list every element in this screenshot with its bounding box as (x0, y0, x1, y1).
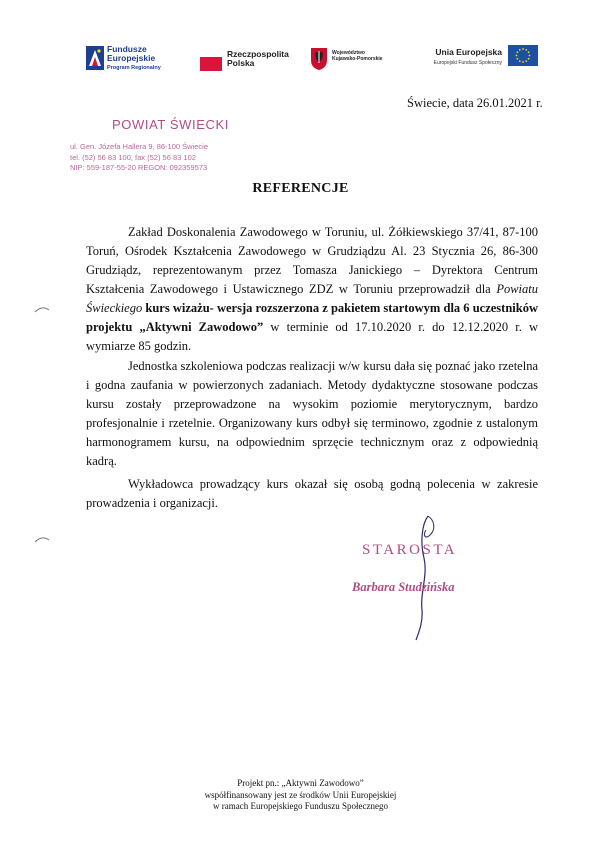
stamp-name: POWIAT ŚWIECKI (112, 117, 229, 132)
header-logos (86, 44, 538, 74)
rzeczpospolita-polska-logo (200, 44, 310, 74)
wk-line1: Województwo (332, 50, 365, 56)
fe-sub: Program Regionalny (107, 65, 161, 71)
wojewodztwo-text (332, 50, 383, 62)
ue-line1: Unia Europejska (435, 47, 502, 57)
wojewodztwo-logo (310, 44, 420, 74)
signature-title: STAROSTA (362, 542, 458, 558)
fundusze-europejskie-text (107, 45, 161, 73)
unia-europejska-text (424, 48, 502, 68)
footer-line-3: w ramach Europejskiego Funduszu Społecznego (213, 801, 388, 811)
handwritten-signature (398, 514, 446, 642)
scan-mark-icon (34, 305, 50, 313)
rp-line1: Rzeczpospolita (227, 49, 289, 59)
office-stamp (68, 117, 229, 174)
stamp-phone: tel. (52) 56 83 100, fax (52) 56 83 102 (70, 152, 196, 162)
paragraph-2 (86, 357, 538, 471)
paragraph-1-text-b: w terminie od 17.10.2020 r. do 12.12.2020 r. w wymiarze 85 godzin. (86, 320, 538, 353)
stamp-address: ul. Gen. Józefa Hallera 9, 86-100 Świecie (70, 142, 208, 151)
document-title: REFERENCJE (252, 181, 349, 196)
fe-line1: Fundusze (107, 44, 147, 54)
ue-sub: Europejski Fundusz Społeczny (433, 60, 502, 66)
paragraph-2-text: Jednostka szkoleniowa podczas realizacji w/w kursu dała się poznać jako rzetelna i godna zaufania w powierzonych zadaniach. Metody dydaktyczne stosowane podczas kursu zostały przeprowadzone na wysokim poziomie merytorycznym, bardzo profesjonalnie i rzetelnie. Organizowany kurs odbył się terminowo, zgodnie z ustalonym harmonogramem kursu, na odpowiednim sprzęcie technicznym oraz z odpowiednią kadrą. (86, 359, 538, 468)
scan-mark-icon (34, 535, 50, 543)
paragraph-3 (86, 475, 538, 513)
fundusze-europejskie-icon (86, 46, 104, 70)
paragraph-1-text-a: Zakład Doskonalenia Zawodowego w Toruniu, ul. Żółkiewskiego 37/41, 87-100 Toruń, Ośrodek Kształcenia Zawodowego w Grudziądzu Al. 23 Stycznia 26, 86-300 Grudziądz, reprezentowanym przez Tomasza Janickiego – Dyrektora Centrum Kształcenia Zawodowego i Ustawicznego ZDZ w Toruniu przeprowadził dla (86, 225, 538, 296)
signature-name: Barbara Studzińska (352, 580, 455, 594)
eu-flag-icon (508, 45, 538, 66)
paragraph-1-italic: Powiatu Świeckiego (86, 282, 538, 315)
unia-europejska-logo (424, 44, 538, 74)
wk-line2: Kujawsko-Pomorskie (332, 56, 383, 62)
paragraph-3-text: Wykładowca prowadzący kurs okazał się osobą godną polecenia w zakresie prowadzenia i organizacji. (86, 477, 538, 510)
fe-line2: Europejskie (107, 53, 156, 63)
coat-of-arms-icon (310, 47, 328, 71)
date-line: Świecie, data 26.01.2021 r. (407, 96, 543, 110)
polish-flag-icon (200, 57, 222, 71)
footer-line-1: Projekt pn.: „Aktywni Zawodowo” (237, 778, 364, 788)
footer (0, 778, 601, 813)
stamp-ids: NIP: 559-187-55-20 REGON: 092359573 (70, 163, 208, 172)
footer-line-2: współfinansowany jest ze środków Unii Europejskiej (204, 789, 397, 800)
fundusze-europejskie-logo (86, 44, 186, 74)
rp-line2: Polska (227, 58, 255, 68)
rzeczpospolita-polska-text (227, 50, 289, 68)
paragraph-1 (86, 223, 538, 356)
paragraph-1-bold: kurs wizażu- wersja rozszerzona z pakietem startowym dla 6 uczestników projektu „Aktywni Zawodowo” (86, 301, 538, 334)
